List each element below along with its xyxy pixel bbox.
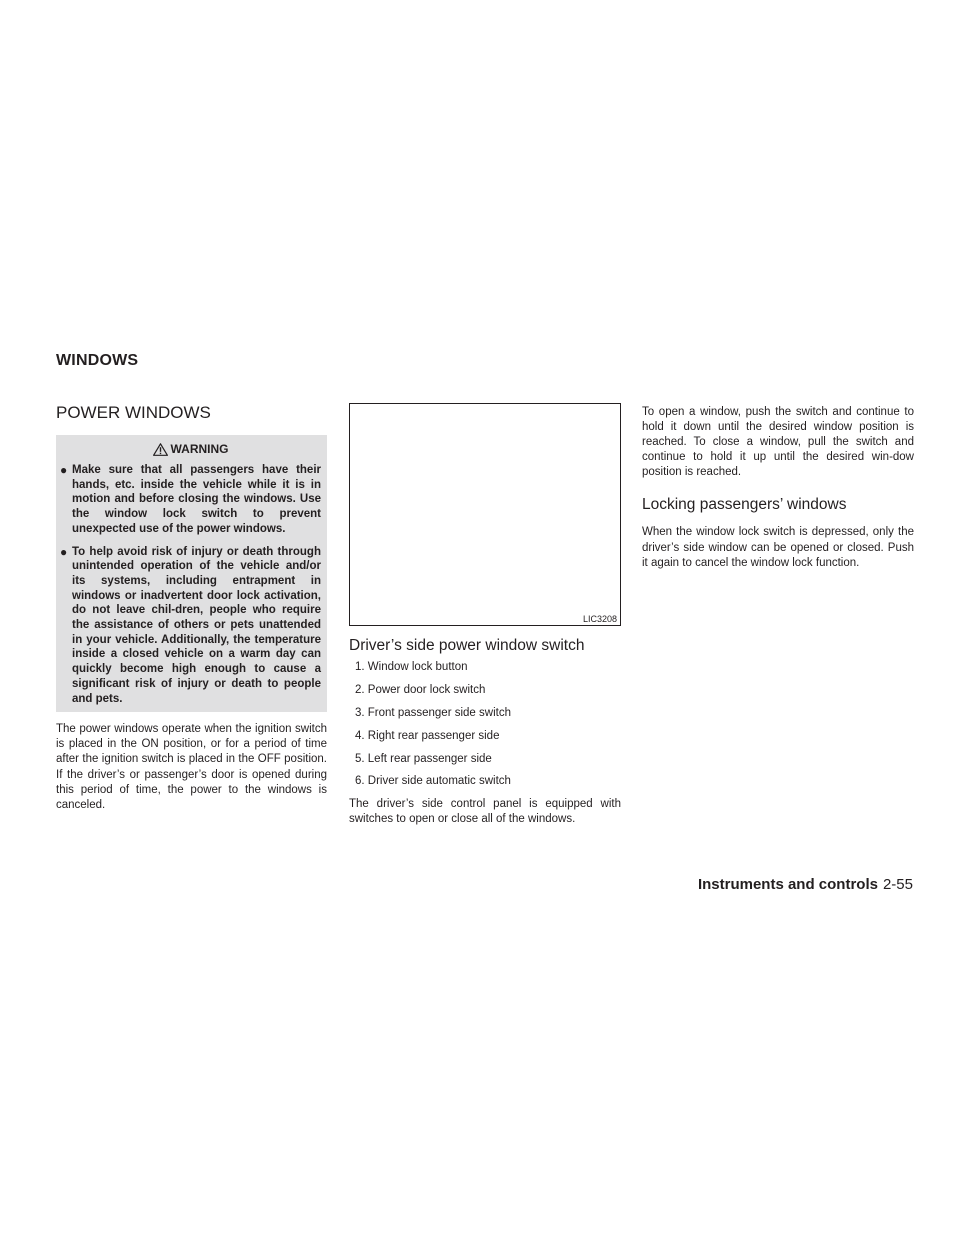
warning-label: WARNING — [170, 442, 229, 456]
warning-item — [60, 545, 321, 707]
driver-switch-heading: Driver’s side power window switch — [349, 637, 585, 654]
list-item: 5. Left rear passenger side — [355, 752, 492, 765]
driver-switch-body: The driver’s side control panel is equipped with switches to open or close all of the windows. — [349, 798, 621, 826]
warning-item — [60, 463, 321, 537]
open-close-body: To open a window, push the switch and continue to hold it down until the desired window position is reached. To close a window, pull the switch and continue to hold it up until the desired win-dow position is reached. — [642, 406, 914, 479]
warning-header — [60, 439, 321, 459]
column-middle — [349, 403, 621, 828]
power-windows-heading: POWER WINDOWS — [56, 403, 211, 422]
warning-triangle-icon — [153, 443, 168, 456]
locking-heading: Locking passengers’ windows — [642, 496, 847, 514]
page-footer — [698, 876, 913, 893]
list-item: 4. Right rear passenger side — [355, 729, 500, 742]
switch-list — [349, 660, 621, 788]
footer-section-name: Instruments and controls — [697, 876, 878, 893]
bullet-icon: ● — [60, 544, 68, 559]
section-title: WINDOWS — [56, 352, 139, 369]
warning-box — [56, 435, 327, 712]
list-item: 3. Front passenger side switch — [355, 706, 511, 719]
list-item: 6. Driver side automatic switch — [355, 775, 511, 788]
figure-code: LIC3208 — [582, 614, 617, 624]
power-windows-body: The power windows operate when the ignition switch is placed in the ON position, or for a period of time after the ignition switch is placed in the OFF position. If the driver’s or passenger’s door is opened during this period of time, the power to the windows is canceled. — [56, 723, 327, 811]
list-item: 2. Power door lock switch — [355, 683, 486, 696]
locking-body: When the window lock switch is depressed, only the driver’s side window can be opened or closed. Push it again to cancel the window lock function. — [642, 526, 914, 569]
switch-figure — [349, 403, 621, 626]
column-left — [56, 403, 327, 813]
warning-text: Make sure that all passengers have their hands, etc. inside the vehicle while it is in motion and before closing the windows. Use the window lock switch to prevent unexpected use of the power windows. — [72, 464, 321, 535]
column-right — [642, 405, 914, 586]
page-number: 2-55 — [882, 876, 913, 893]
list-item: 1. Window lock button — [355, 661, 468, 673]
bullet-icon: ● — [60, 463, 68, 477]
warning-text: To help avoid risk of injury or death through unintended operation of the vehicle and/or its systems, including entrapment in windows or inadvertent door lock activation, do not leave chil-dren, people who require the assistance of others or pets unattended in your vehicle. Additionally, the temperature inside a closed vehicle on a warm day can quickly become high enough to cause a significant risk of injury or death to people and pets. — [72, 545, 321, 705]
